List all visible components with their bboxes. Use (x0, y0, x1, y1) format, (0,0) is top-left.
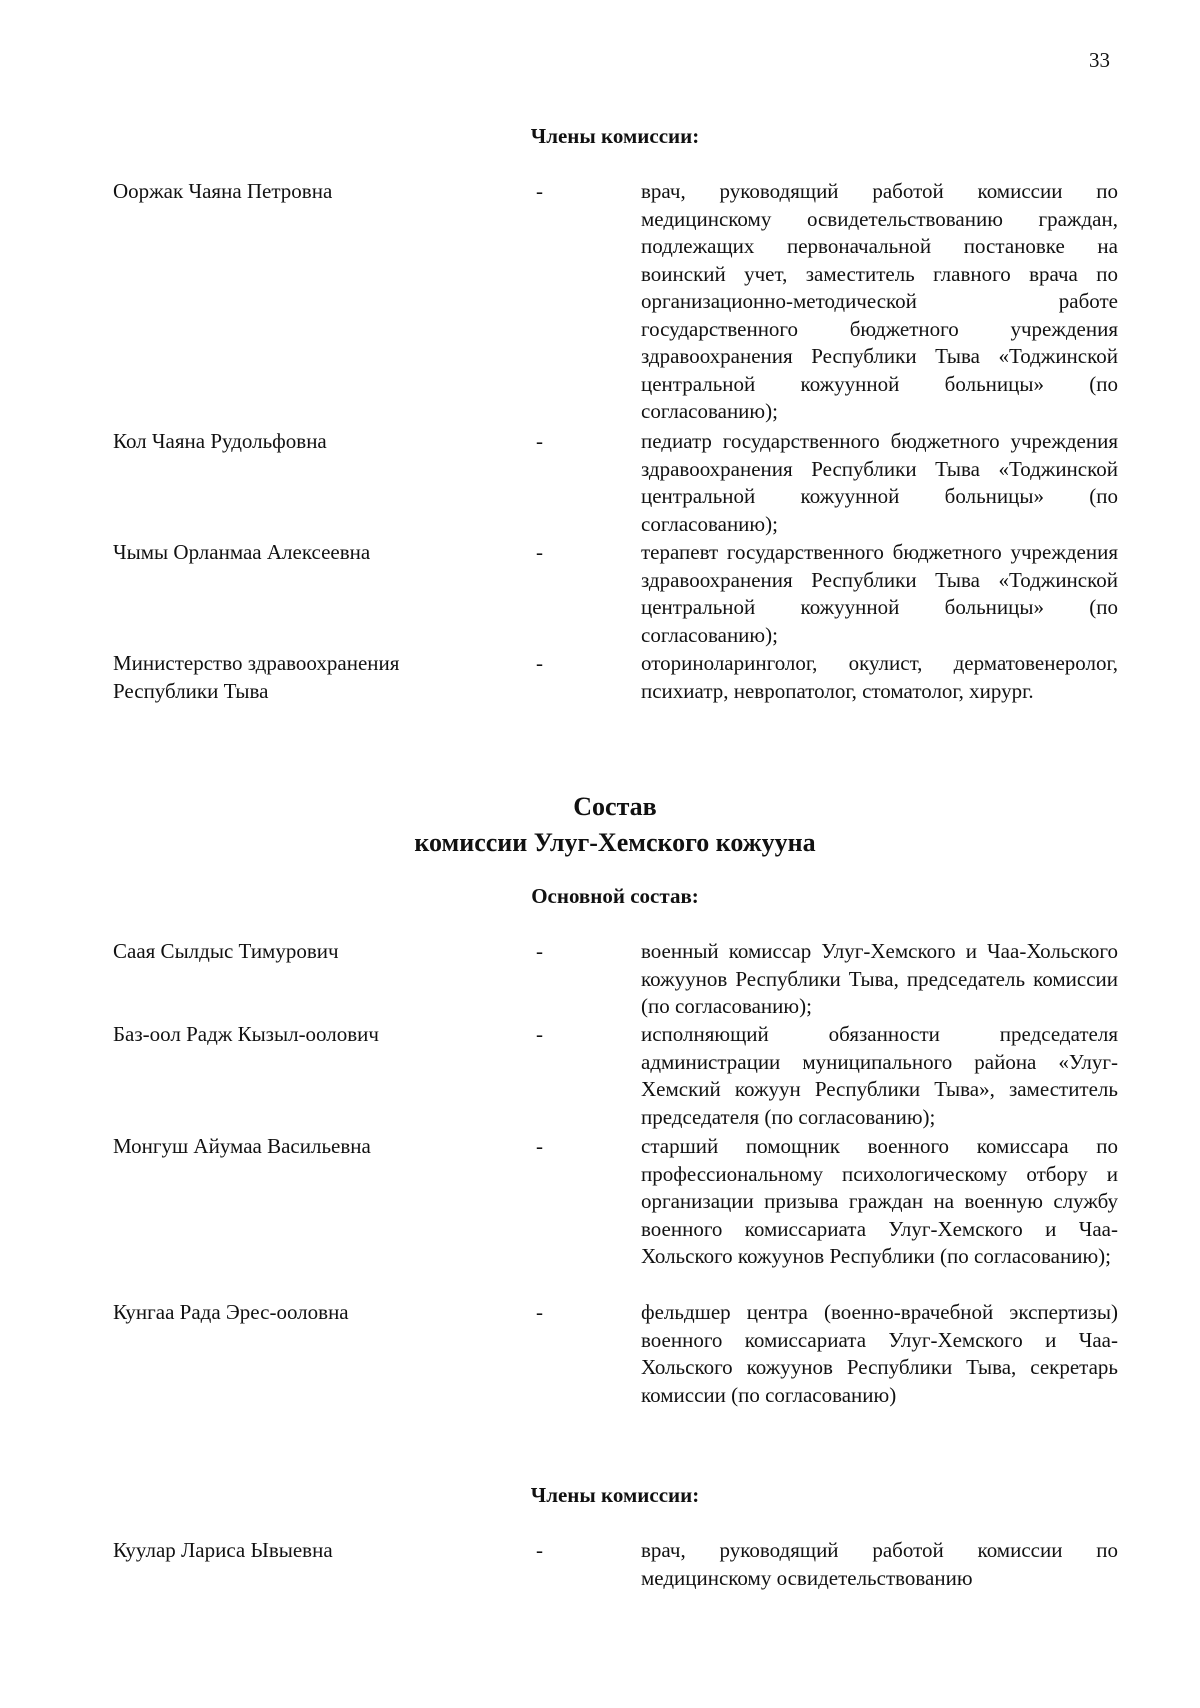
member-name: Министерство здравоохранения Республики Тыва (113, 651, 400, 703)
member-role: исполняющий обязанности председателя администрации муниципального района «Улуг-Хемский кожуун Республики Тыва», заместитель председателя (по согласованию); (641, 1022, 1118, 1129)
section-heading-members: Члены комиссии: (530, 124, 700, 148)
dash-separator: - (536, 540, 543, 564)
member-role: врач, руководящий работой комиссии по медицинскому освидетельствованию (641, 1538, 1118, 1590)
member-name: Саая Сылдыс Тимурович (113, 939, 339, 963)
dash-separator: - (536, 179, 543, 203)
dash-separator: - (536, 1538, 543, 1562)
member-name: Монгуш Айумаа Васильевна (113, 1134, 371, 1158)
dash-separator: - (536, 429, 543, 453)
section-heading-main: Основной состав: (531, 884, 699, 908)
member-role: военный комиссар Улуг-Хемского и Чаа-Хольского кожуунов Республики Тыва, председатель комиссии (по согласованию); (641, 939, 1118, 1018)
member-name: Ооржак Чаяна Петровна (113, 179, 333, 203)
dash-separator: - (536, 1022, 543, 1046)
page-number: 33 (1089, 48, 1110, 72)
dash-separator: - (536, 1134, 543, 1158)
member-role: терапевт государственного бюджетного учреждения здравоохранения Республики Тыва «Тоджинской центральной кожуунной больницы» (по согласованию); (641, 540, 1118, 647)
section-heading-members-2: Члены комиссии: (530, 1483, 700, 1507)
member-name: Кол Чаяна Рудольфовна (113, 429, 327, 453)
member-name: Баз-оол Радж Кызыл-оолович (113, 1022, 379, 1046)
title-line-1: Состав (573, 792, 657, 821)
member-role: педиатр государственного бюджетного учреждения здравоохранения Республики Тыва «Тоджинской центральной кожуунной больницы» (по согласованию); (641, 429, 1118, 536)
member-name: Кунгаа Рада Эрес-ооловна (113, 1300, 349, 1324)
dash-separator: - (536, 651, 543, 675)
member-role: оториноларинголог, окулист, дерматовенеролог, психиатр, невропатолог, стоматолог, хирург. (641, 651, 1118, 703)
dash-separator: - (536, 939, 543, 963)
member-name: Чымы Орланмаа Алексеевна (113, 540, 371, 564)
title-line-2: комиссии Улуг-Хемского кожууна (414, 828, 816, 857)
dash-separator: - (536, 1300, 543, 1324)
member-role: старший помощник военного комиссара по профессиональному психологическому отбору и организации призыва граждан на военную службу военного комиссариата Улуг-Хемского и Чаа-Хольского кожуунов Республики (по согласованию); (641, 1134, 1118, 1268)
member-role: врач, руководящий работой комиссии по медицинскому освидетельствованию граждан, подлежащих первоначальной постановке на воинский учет, заместитель главного врача по организационно-методической работе государственного бюджетного учреждения здравоохранения Республики Тыва «Тоджинской центральной кожуунной больницы» (по согласованию); (641, 179, 1118, 423)
member-role: фельдшер центра (военно-врачебной экспертизы) военного комиссариата Улуг-Хемского и Чаа-Хольского кожуунов Республики Тыва, секретарь комиссии (по согласованию) (641, 1300, 1118, 1407)
document-title (0, 789, 1200, 861)
member-name: Куулар Лариса Ывыевна (113, 1538, 333, 1562)
